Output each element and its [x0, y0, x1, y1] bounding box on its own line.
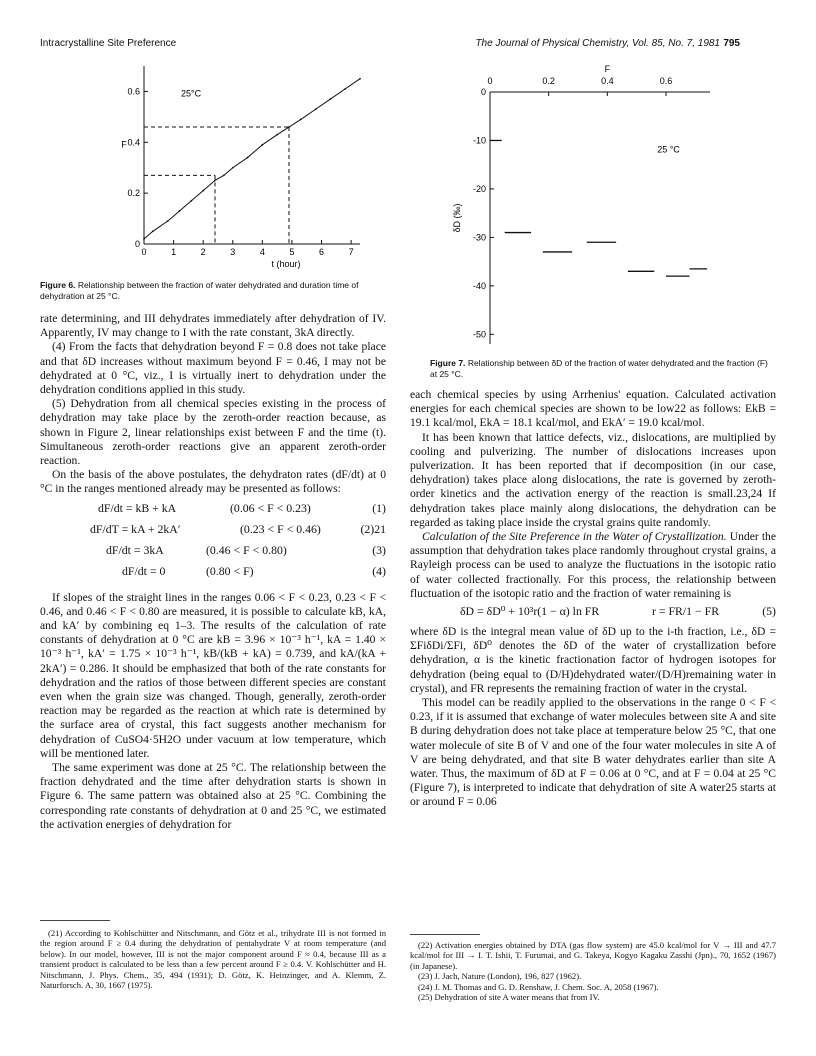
data-point: [143, 238, 145, 240]
figure-7-chart: [430, 58, 730, 358]
paragraph-text: Under the assumption that dehydration takes place randomly throughout crystal grains, a Rayleigh process can be used to analyze the fluctuations in the isotopic ratio of water collected fractionally. For this process, the relationship between fluctuation of the isotopic ratio and the fraction of water remaining is: [410, 530, 776, 600]
data-point: [232, 167, 234, 169]
y-tick-label: 0: [134, 239, 140, 249]
figure-7-caption: [430, 358, 775, 379]
x-tick-label: 3: [230, 247, 236, 257]
data-point: [167, 220, 169, 222]
figure-6-caption-label: Figure 6.: [40, 280, 76, 290]
footnote-22: (22) Activation energies obtained by DTA (gas flow system) are 45.0 kcal/mol for V → III and 47.7 kcal/mol for III → I. T. Ishii, T. Furumai, and G. Takeya, Kogyo Kagaku Zasshi (Jpn)., 70, 1652 (1967) (in Japanese).: [410, 940, 776, 971]
data-point: [276, 134, 278, 136]
paragraph: On the basis of the above postulates, the dehydraton rates (dF/dt) at 0 °C in the ranges mentioned already may be presented as follows:: [40, 468, 386, 496]
figure-6-caption-text: Relationship between the fraction of water dehydrated and duration time of dehydration at 25 °C.: [40, 280, 359, 301]
y-tick-label: -40: [472, 280, 486, 291]
footnote-21: (21) According to Kohlschütter and Nitschmann, and Götz et al., trihydrate III is not formed in the region around F ≥ 0.4 during the dehydration of pentahydrate V at room temperature (and below). In our model, however, III is not the major component around F ≈ 0.4, because III as a transient product is calculated to be less than a few percent around F ≥ 0.4. V. Kohlschütter and H. Nitschmann, J. Phys. Chem., 35, 494 (1931); D. Götz, K. Heinzinger, and A. Klemm, Z. Naturforsch. A, 30, 1667 (1975).: [40, 928, 386, 991]
equation-number: (4): [372, 563, 386, 578]
equation-number: (1): [372, 500, 386, 515]
temperature-label: 25°C: [180, 88, 202, 99]
left-footnotes: [40, 928, 386, 990]
equation-number: (3): [372, 542, 386, 557]
data-point: [223, 174, 225, 176]
equation-range: (0.06 < F < 0.23): [230, 500, 311, 515]
equation-rhs: r = FR/1 − FR: [652, 604, 720, 619]
left-column: [40, 312, 386, 832]
equation-1: [40, 501, 386, 522]
figure-6-plot-area: [121, 66, 361, 269]
footnote-rule: [410, 934, 480, 935]
paragraph: If slopes of the straight lines in the ranges 0.06 < F < 0.23, 0.23 < F < 0.46, and 0.46 < F < 0.80 are measured, it is possible to calculate kB, kA, and kA′ by combining eq 1–3. The results of the calculation of rate constants of dehydration at 0 °C are kB = 3.96 × 10⁻³ h⁻¹, kA = 1.40 × 10⁻³ h⁻¹, kA′ = 1.75 × 10⁻³ h⁻¹, kB/(kB + kA) = 0.739, and kA/(kA + 2kA′) = 0.286. It should be emphasized that both of the rate constants for dehydration and the ratios of those between different species are constant even when the grain size was changed. Though, generally, zeroth-order reaction may be regarded as the reaction at which rate is determined by the surface area of crystal, this fact suggests another mechanism for dehydration of CuSO4·5H2O under vacuum at low temperature, which will be mentioned later.: [40, 590, 386, 760]
equation-range: (0.23 < F < 0.46): [240, 521, 321, 536]
x-tick-label: 1: [171, 247, 177, 257]
data-point: [214, 180, 216, 182]
paragraph: each chemical species by using Arrhenius' equation. Calculated activation energies for each chemical species are shown to be low22 as follows: EkB = 19.1 kcal/mol, EkA = 18.1 kcal/mol, and EkA′ = 19.0 kcal/mol.: [410, 388, 776, 430]
data-point: [202, 190, 204, 192]
data-point: [300, 119, 302, 121]
x-axis-label: t (hour): [271, 259, 301, 269]
equation-3: [40, 543, 386, 564]
y-tick-label: -30: [472, 232, 486, 243]
equation-lhs: dF/dt = kB + kA: [98, 500, 177, 515]
x-tick-label: 7: [348, 247, 354, 257]
right-column: [410, 388, 776, 810]
data-point: [261, 144, 263, 146]
equation-number: (2)21: [360, 521, 386, 536]
journal-citation: The Journal of Physical Chemistry, Vol. 85, No. 7, 1981: [475, 38, 720, 49]
equation-range: (0.80 < F): [206, 563, 254, 578]
figure-6-caption: [40, 280, 385, 301]
footnote-25: (25) Dehydration of site A water means that from IV.: [418, 992, 600, 1003]
data-point: [152, 230, 154, 232]
paragraph: [410, 530, 776, 601]
y-tick-label: -50: [472, 329, 486, 340]
x-tick-label: 0.2: [542, 76, 555, 86]
y-tick-label: 0.6: [127, 86, 140, 97]
data-point: [190, 200, 192, 202]
paragraph: The same experiment was done at 25 °C. The relationship between the fraction dehydrated and the time after dehydration starts is shown in Figure 6. The same pattern was obtained also at 25 °C. Combining the corresponding rate constants of dehydration at 0 and 25 °C, we estimated the activation energies of dehydration for: [40, 761, 386, 831]
data-line: [144, 79, 360, 239]
equation-5: [410, 604, 776, 625]
figure-6-chart: [40, 60, 380, 280]
y-tick-label: 0.4: [127, 137, 140, 148]
footnote-24: (24) J. M. Thomas and G. D. Renshaw, J. Chem. Soc. A, 2058 (1967).: [418, 981, 659, 992]
figure-7-plot-area: [452, 64, 710, 344]
equation-lhs: δD = δD⁰ + 10³r(1 − α) ln FR: [460, 604, 600, 619]
x-axis-label: F: [604, 64, 611, 74]
data-point: [179, 210, 181, 212]
right-footnotes: [410, 940, 776, 1002]
data-point: [247, 157, 249, 159]
y-tick-label: -10: [472, 135, 486, 146]
x-tick-label: 5: [289, 247, 295, 257]
x-tick-label: 0: [141, 247, 147, 257]
footnote-23: (23) J. Jach, Nature (London), 196, 827 (1962).: [418, 971, 582, 982]
paragraph: where δD is the integral mean value of δD up to the i-th fraction, i.e., δD = ΣFiδDi/ΣFi, δD⁰ denotes the δD of the water of crystallization before dehydration, α is the kinetic fractionation factor of hydrogen isotopes for dehydration (being equal to (D/H)dehydrated water/(D/H)remaining water in crystal), and FR represents the remaining fraction of water in the crystal.: [410, 625, 776, 695]
y-tick-label: 0: [480, 87, 486, 97]
x-tick-label: 4: [259, 247, 265, 257]
paragraph: This model can be readily applied to the observations in the range 0 < F < 0.23, if it is assumed that exchange of water molecules between site A and site B during dehydration does not take place at temperature below 25 °C, that one water molecule of site B of V and one of the four water molecules in site A of V are being dehydrated, and that site B water dehydrates earlier than site A water. Thus, the maximum of δD at F = 0.06 at 0 °C, and at F = 0.04 at 25 °C (Figure 7), is interpreted to indicate that dehydration of site A water25 starts at or around F = 0.06: [410, 696, 776, 809]
paragraph: (4) From the facts that dehydration beyond F = 0.8 does not take place and that δD increases without maximum beyond F = 0.46, I may not be dehydrated at 0 °C, viz., I is virtually inert to dehydration under the dehydration conditions applied in this study.: [40, 340, 386, 397]
equation-lhs: dF/dT = kA + 2kA′: [90, 521, 181, 536]
x-tick-label: 0.6: [659, 76, 673, 86]
paragraph: rate determining, and III dehydrates immediately after dehydration of IV. Apparently, IV may change to I with the rate constant, 3kA directly.: [40, 312, 386, 340]
page-number: 795: [723, 38, 740, 49]
equation-lhs: dF/dt = 0: [122, 563, 166, 578]
paragraph: (5) Dehydration from all chemical species existing in the process of dehydration may take place by the zeroth-order reaction because, as shown in Figure 2, linear relationships exist between F and the time (t). Simultaneous zeroth-order reactions give an apparent zeroth-order reaction.: [40, 397, 386, 468]
x-tick-label: 2: [200, 247, 206, 257]
y-axis-label: δD (‰): [452, 203, 462, 233]
equation-lhs: dF/dt = 3kA: [106, 542, 164, 557]
footnote-rule: [40, 920, 110, 921]
figure-7-caption-label: Figure 7.: [430, 358, 466, 368]
data-point: [330, 98, 332, 100]
x-tick-label: 0.4: [601, 76, 614, 86]
section-heading: Calculation of the Site Preference in the Water of Crystallization.: [422, 530, 727, 544]
x-tick-label: 0: [487, 76, 493, 86]
figure-7-caption-text: Relationship between δD of the fraction of water dehydrated and the fraction (F) at 25 °C.: [430, 358, 768, 379]
equation-4: [40, 564, 386, 585]
x-tick-label: 6: [319, 247, 325, 257]
y-axis-label: F: [121, 139, 127, 150]
equation-2: [40, 522, 386, 543]
y-tick-label: -20: [472, 183, 486, 194]
equation-number: (5): [762, 604, 776, 619]
equation-range: (0.46 < F < 0.80): [206, 542, 287, 557]
paragraph: It has been known that lattice defects, viz., dislocations, are multiplied by cooling and pulverizing. The number of dislocations increases upon pulverization. It has been reported that if decomposition (in our case, dehydration) takes place along dislocations, the rate is governed by zeroth-order kinetics and the activation energy of the reaction is small.23,24 If dehydration takes place mainly along dislocations, the dehydration can be regarded as taking place inside the crystal grains quite randomly.: [410, 430, 776, 529]
temperature-label: 25 °C: [657, 144, 680, 155]
y-tick-label: 0.2: [127, 188, 140, 199]
running-head: Intracrystalline Site Preference: [40, 38, 177, 49]
data-point: [315, 108, 317, 110]
data-point: [359, 78, 361, 80]
data-point: [288, 126, 290, 128]
data-point: [344, 88, 346, 90]
